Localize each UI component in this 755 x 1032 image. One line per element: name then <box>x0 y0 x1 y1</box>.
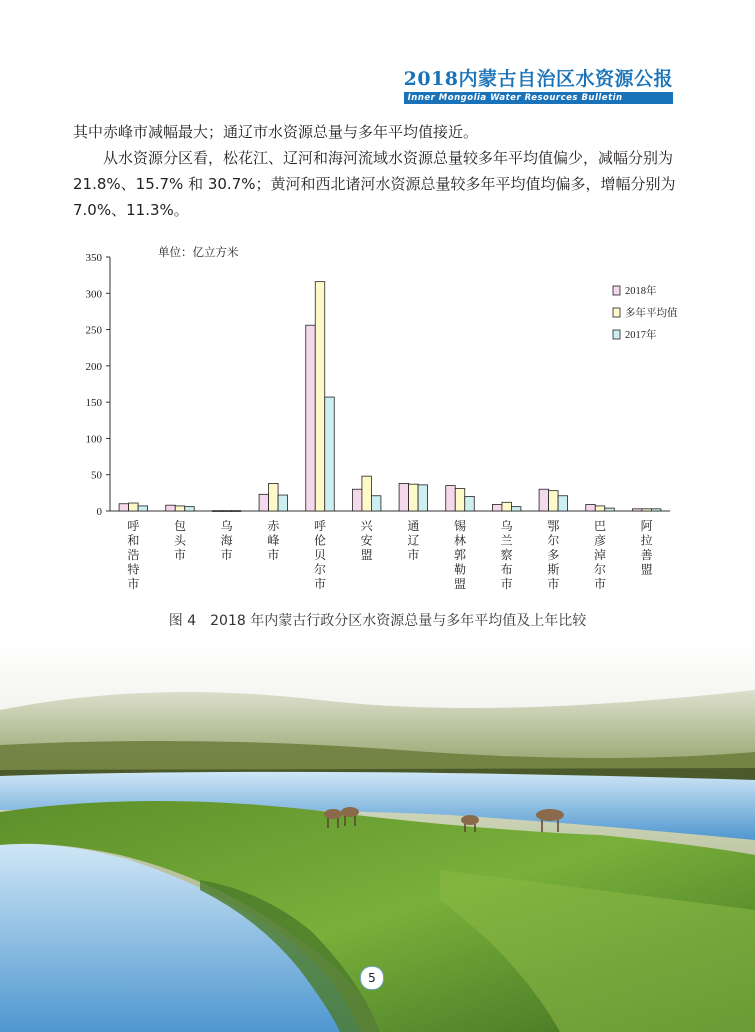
bar-2-9 <box>558 496 568 511</box>
bar-1-11 <box>642 509 652 511</box>
bar-1-0 <box>129 503 139 511</box>
bar-0-6 <box>399 483 409 511</box>
bar-1-9 <box>549 491 559 511</box>
bar-1-8 <box>502 502 512 511</box>
bar-2-11 <box>651 509 661 511</box>
bar-1-6 <box>409 484 419 511</box>
bar-0-1 <box>166 505 176 511</box>
category-label: 兴安盟 <box>360 519 373 562</box>
legend-swatch-2 <box>613 330 620 339</box>
bar-2-7 <box>465 496 475 511</box>
category-label: 鄂尔多斯市 <box>547 519 560 591</box>
bar-1-3 <box>269 483 279 511</box>
bar-1-7 <box>455 489 465 511</box>
figure-caption: 图 4 2018 年内蒙古行政分区水资源总量与多年平均值及上年比较 <box>168 613 587 629</box>
bar-2-1 <box>185 507 195 511</box>
bar-2-5 <box>371 496 381 511</box>
bulletin-subtitle: Inner Mongolia Water Resources Bulletin <box>404 92 673 104</box>
bar-0-3 <box>259 494 269 511</box>
category-label: 通辽市 <box>407 519 420 562</box>
y-tick-label: 150 <box>85 397 102 410</box>
y-tick-label: 350 <box>85 252 102 264</box>
chart-unit-label: 单位：亿立方米 <box>158 247 239 259</box>
y-tick-label: 50 <box>91 469 102 482</box>
bar-0-11 <box>632 509 642 511</box>
legend-swatch-1 <box>613 308 620 317</box>
category-label: 赤峰市 <box>267 519 280 562</box>
y-tick-label: 100 <box>85 433 102 446</box>
legend-label-1: 多年平均值 <box>625 308 678 319</box>
bar-0-2 <box>212 511 222 512</box>
page-number: 5 <box>360 966 384 990</box>
bulletin-header <box>404 64 673 104</box>
y-tick-label: 0 <box>96 506 102 518</box>
legend-label-0: 2018年 <box>625 286 657 297</box>
bar-0-7 <box>446 486 456 511</box>
bar-1-1 <box>175 506 185 511</box>
bar-2-3 <box>278 495 288 511</box>
bar-0-9 <box>539 489 549 511</box>
category-label: 包头市 <box>173 519 187 562</box>
bar-0-0 <box>119 504 129 511</box>
bar-1-2 <box>222 511 232 512</box>
y-tick-label: 300 <box>85 288 102 301</box>
bar-1-4 <box>315 282 325 511</box>
paragraph-2: 从水资源分区看，松花江、辽河和海河流域水资源总量较多年平均值偏少，减幅分别为 21.8%、15.7% 和 30.7%；黄河和西北诸河水资源总量较多年平均值均偏多，增幅分别为 7.0%、11.3%。 <box>73 149 676 219</box>
bar-2-0 <box>138 506 148 511</box>
bar-1-10 <box>595 506 605 511</box>
category-label: 呼伦贝尔市 <box>313 519 327 591</box>
bar-2-6 <box>418 485 428 511</box>
category-label: 呼和浩特市 <box>127 519 140 591</box>
bar-0-4 <box>306 325 316 511</box>
water-resources-bar-chart <box>60 240 700 600</box>
paragraph-1: 其中赤峰市减幅最大；通辽市水资源总量与多年平均值接近。 <box>73 123 479 141</box>
category-label: 锡林郭勒盟 <box>453 519 467 591</box>
bar-2-2 <box>231 511 241 512</box>
legend-label-2: 2017年 <box>625 330 657 341</box>
bar-0-5 <box>352 489 362 511</box>
bar-1-5 <box>362 476 372 511</box>
bar-0-10 <box>586 504 596 511</box>
category-label: 阿拉善盟 <box>640 519 653 577</box>
bar-2-4 <box>325 397 335 511</box>
y-tick-label: 250 <box>85 324 102 337</box>
bulletin-title: 2018内蒙古自治区水资源公报 <box>403 68 673 90</box>
category-label: 乌兰察布市 <box>500 519 513 591</box>
bar-2-8 <box>511 507 520 511</box>
category-label: 乌海市 <box>220 519 233 562</box>
y-tick-label: 200 <box>85 360 102 373</box>
bar-0-8 <box>492 504 502 511</box>
category-label: 巴彦淖尔市 <box>593 519 607 591</box>
legend-swatch-0 <box>613 286 620 295</box>
bar-2-10 <box>605 508 615 511</box>
